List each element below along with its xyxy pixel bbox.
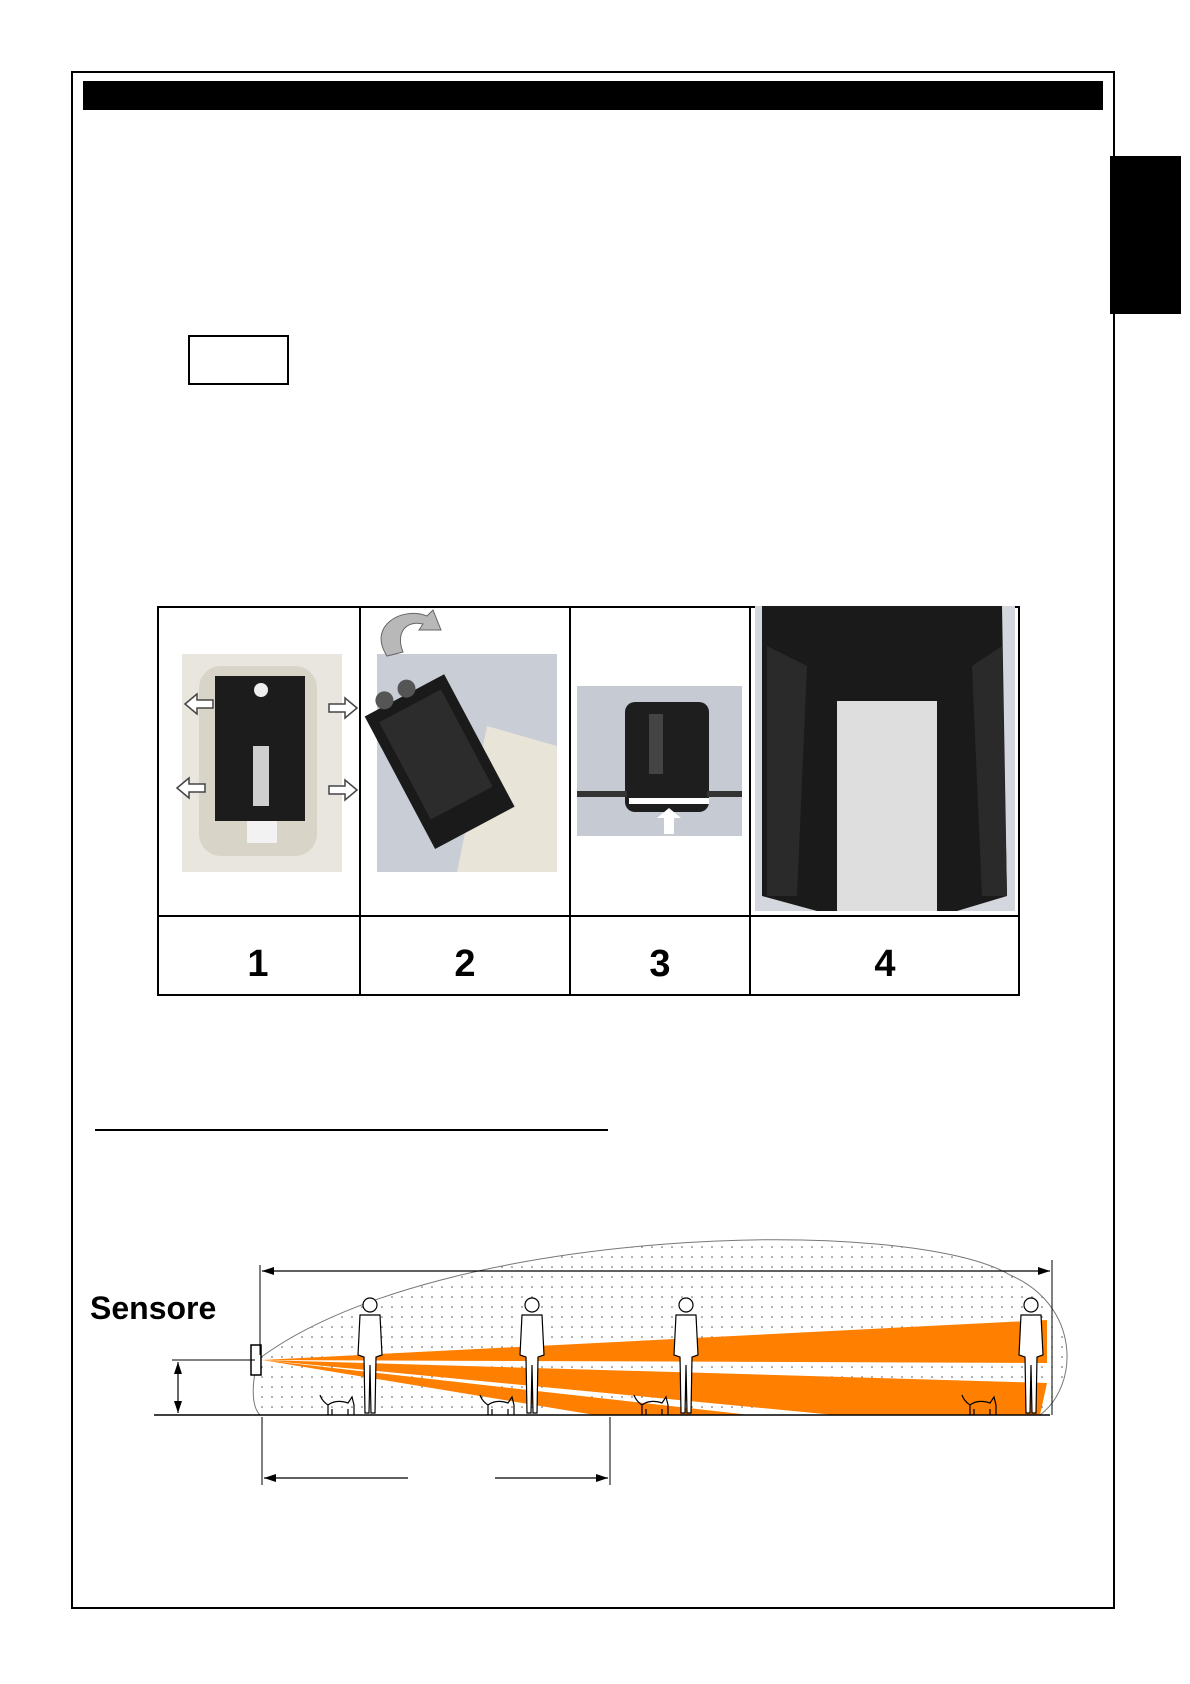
step-photo-4: [755, 606, 1015, 911]
note-box: [188, 335, 289, 385]
step-photo-3: [577, 686, 742, 836]
section-rule: [95, 1129, 608, 1131]
step-number-1: 1: [247, 943, 269, 985]
step-number-4: 4: [874, 943, 896, 985]
sensor-label: Sensore: [90, 1290, 217, 1326]
header-bar: [83, 81, 1103, 110]
side-tab: [1110, 156, 1181, 314]
step-photo-1: [177, 654, 357, 872]
step-number-3: 3: [649, 943, 671, 985]
step-photo-2: [358, 610, 557, 872]
installation-steps-table: [157, 606, 1020, 996]
detection-range-diagram: [90, 1235, 1100, 1555]
step-number-2: 2: [454, 943, 476, 985]
